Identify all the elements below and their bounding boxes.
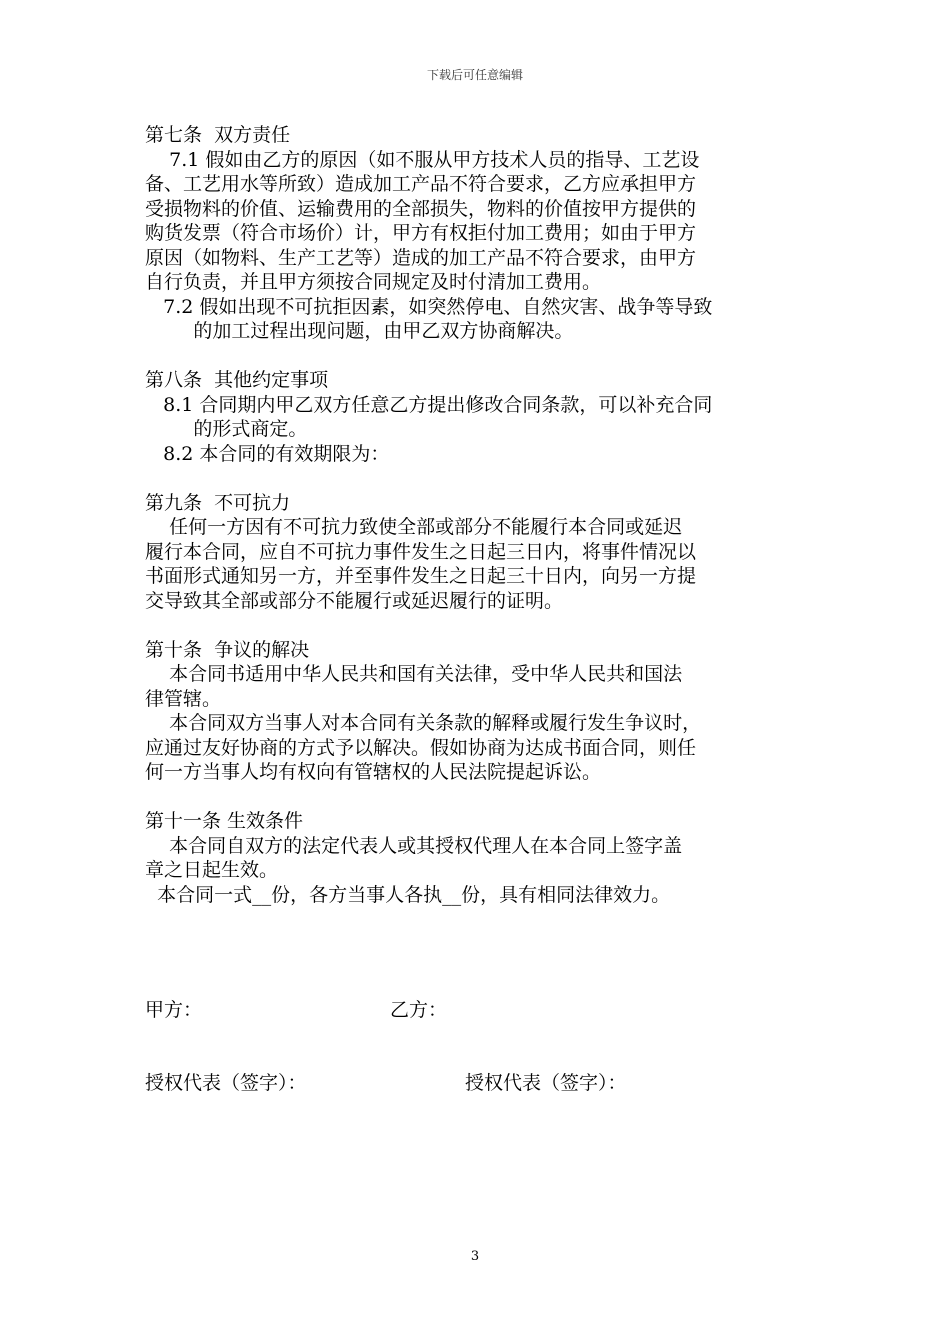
article-10-line: 应通过友好协商的方式予以解决。假如协商为达成书面合同，则任 bbox=[145, 736, 697, 759]
article-7-line: 购货发票（符合市场价）计，甲方有权拒付加工费用；如由于甲方 bbox=[145, 222, 697, 244]
article-9-line: 交导致其全部或部分不能履行或延迟履行的证明。 bbox=[145, 589, 564, 612]
article-7-line: 7.1 假如由乙方的原因（如不服从甲方技术人员的指导、工艺设 bbox=[145, 148, 700, 171]
article-10 bbox=[145, 638, 815, 785]
article-7-line: 的加工过程出现问题，由甲乙双方协商解决。 bbox=[145, 320, 574, 342]
party-a-label: 甲方： bbox=[145, 999, 203, 1021]
article-9-line: 任何一方因有不可抗力致使全部或部分不能履行本合同或延迟 bbox=[145, 516, 683, 538]
article-11-title: 第十一条 生效条件 bbox=[145, 810, 304, 832]
spacer bbox=[145, 785, 815, 810]
article-10-line: 本合同双方当事人对本合同有关条款的解释或履行发生争议时， bbox=[145, 712, 702, 734]
signature-row bbox=[145, 1071, 627, 1143]
article-9 bbox=[145, 491, 815, 614]
rep-a-signature-label: 授权代表（签字）： bbox=[145, 1072, 307, 1094]
article-10-line: 本合同书适用中华人民共和国有关法律，受中华人民共和国法 bbox=[145, 663, 683, 685]
article-7-line: 备、工艺用水等所致）造成加工产品不符合要求，乙方应承担甲方 bbox=[145, 173, 697, 195]
article-11-line: 本合同自双方的法定代表人或其授权代理人在本合同上签字盖 bbox=[145, 834, 683, 857]
article-9-line: 履行本合同，应自不可抗力事件发生之日起三日内，将事件情况以 bbox=[145, 540, 697, 563]
article-7-title: 第七条 双方责任 bbox=[145, 124, 291, 146]
spacer bbox=[145, 613, 815, 638]
spacer bbox=[145, 466, 815, 491]
article-9-title: 第九条 不可抗力 bbox=[145, 491, 291, 514]
rep-b-signature-label: 授权代表（签字）： bbox=[465, 1072, 627, 1094]
article-7 bbox=[145, 123, 815, 344]
article-8-title: 第八条 其他约定事项 bbox=[145, 369, 329, 391]
article-11-line: 本合同一式__份，各方当事人各执__份，具有相同法律效力。 bbox=[145, 883, 671, 906]
page-number: 3 bbox=[470, 1249, 480, 1264]
party-b-label: 乙方： bbox=[390, 999, 448, 1021]
article-7-line: 原因（如物料、生产工艺等）造成的加工产品不符合要求，由甲方 bbox=[145, 246, 697, 269]
article-11 bbox=[145, 809, 815, 907]
article-7-line: 7.2 假如出现不可抗拒因素，如突然停电、自然灾害、战争等导致 bbox=[145, 295, 713, 318]
article-10-title: 第十条 争议的解决 bbox=[145, 638, 310, 661]
spacer bbox=[145, 344, 815, 369]
article-11-line: 章之日起生效。 bbox=[145, 859, 279, 881]
article-8-line: 8.1 合同期内甲乙双方任意乙方提出修改合同条款，可以补充合同 bbox=[145, 393, 713, 416]
party-row bbox=[145, 998, 448, 1070]
article-7-line: 自行负责，并且甲方须按合同规定及时付清加工费用。 bbox=[145, 271, 602, 293]
header-note: 下载后可任意编辑 bbox=[426, 68, 523, 82]
article-7-line: 受损物料的价值、运输费用的全部损失，物料的价值按甲方提供的 bbox=[145, 197, 697, 220]
article-8 bbox=[145, 368, 815, 466]
article-8-line: 8.2 本合同的有效期限为： bbox=[145, 442, 390, 465]
contract-body bbox=[145, 123, 815, 907]
article-10-line: 律管辖。 bbox=[145, 687, 222, 710]
article-8-line: 的形式商定。 bbox=[145, 418, 308, 440]
article-9-line: 书面形式通知另一方，并至事件发生之日起三十日内，向另一方提 bbox=[145, 565, 697, 587]
article-10-line: 何一方当事人均有权向有管辖权的人民法院提起诉讼。 bbox=[145, 761, 602, 783]
